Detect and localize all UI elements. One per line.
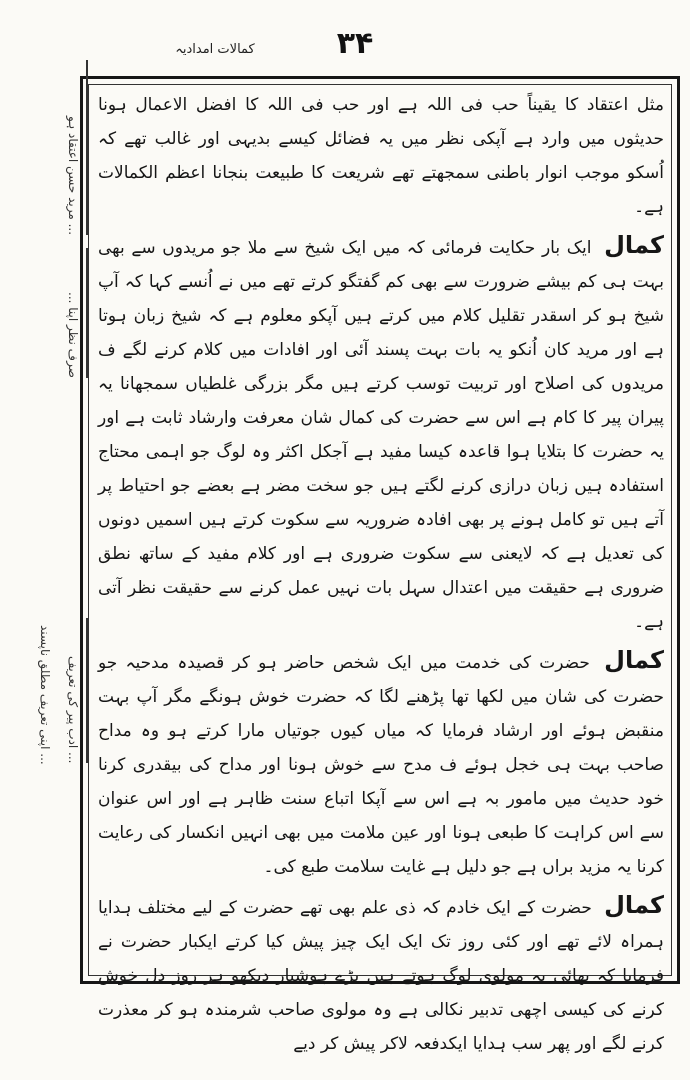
margin-note: ... اپنی تعریف مطلق ناپسند <box>38 625 52 765</box>
section-label: کمال <box>604 231 664 259</box>
margin-note: صرف نظر اپنا ... <box>66 292 80 378</box>
section-paragraph <box>98 888 664 1061</box>
section-text: حضرت کی خدمت میں ایک شخص حاضر ہو کر قصیدہ مدحیہ جو حضرت کی شان میں لکھا تھا پڑھنے لگا کہ حضرت خوش ہونگے مگر آپ بہت منقبض ہوئے اور ارشاد فرمایا کہ میاں کیوں جوتیاں مارا کرتے ہو وہ مداح صاحب بہت ہی خجل ہوئے ف مدح سے خوش ہونا اور مداح کی بیقدری کرنا خود حدیث میں مامور بہ ہے اس سے آپکا اتباع سنت ظاہر ہے اور اس عنوان سے اس کراہت کا طبعی ہونا اور عین ملامت میں بھی انہیں انکسار کی رعایت کرنا یہ مزید براں ہے جو دلیل ہے غایت سلامت طبع کی۔ <box>98 653 664 877</box>
section-label: کمال <box>604 646 665 674</box>
section-text: حضرت کے ایک خادم کہ ذی علم بھی تھے حضرت کے لیے مختلف ہدایا ہمراہ لائے تھے اور کئی روز تک ایک ایک چیز پیش کیا کرتے ایکبار حضرت نے فرمایا کہ بھائی یہ مولوی لوگ ہوتے ہیں بڑے ہوشیار دیکھو ہر روز دل خوش کرنے کی کیسی اچھی تدبیر نکالی ہے وہ مولوی صاحب شرمندہ ہو کر معذرت کرنے لگے اور پھر سب ہدایا ایکدفعہ لاکر پیش کر دیے <box>98 898 664 1054</box>
body-text <box>98 88 665 1054</box>
margin-note: ... مرید حسن اعتقاد ہو <box>66 115 80 235</box>
running-title: کمالات امدادیہ <box>175 42 255 57</box>
section-text: ایک بار حکایت فرمائی کہ میں ایک شیخ سے ملا جو مریدوں سے بھی بہت ہی کم بیشے ضرورت سے بھی کم گفتگو کرتے تھے میں نے اُنسے کہا کہ آپ شیخ ہو کر اسقدر تقلیل کلام میں کرتے ہیں آپکو معلوم ہے کہ شیخ زبان ہوتا ہے اور مرید کان اُنکو یہ بات بہت پسند آئی اور افادات میں کلام کرنے لگے ف مریدوں کی اصلاح اور تربیت توسب کرتے ہیں مگر بزرگی غلطیاں سمجھانا یہ پیران پیر کا کام ہے اس سے حضرت کی کمال شان معرفت وارشاد ثابت ہے اور یہ حضرت کا بتلایا ہوا قاعدہ کیسا مفید ہے آجکل اکثر وہ لوگ جو اہمی محتاج استفادہ ہیں زبان درازی کرنے لگتے ہیں جو سخت مضر ہے بعضے جو احتیاط پر آتے ہیں تو کامل ہونے پر بھی افادہ ضروریہ سے سکوت کرتے ہیں اسمیں دونوں کی تعدیل ہے کہ لایعنی سے سکوت ضروری ہے اور کلام مفید کے ساتھ نطق ضروری ہے حقیقت میں اعتدال سہل بات نہیں عمل کرنے سے حقیقت نظر آتی ہے۔ <box>98 238 664 632</box>
section-label: کمال <box>604 891 664 919</box>
margin-note: ... ادب پیر کی تعریف <box>66 655 80 763</box>
margin-rule <box>86 618 88 763</box>
page-number: ۳۴ <box>336 26 374 61</box>
margin-rule <box>86 248 88 378</box>
intro-paragraph: مثل اعتقاد کا یقیناً حب فی اللہ ہے اور حب فی اللہ کا افضل الاعمال ہونا حدیثوں میں وارد ہے آپکی نظر میں یہ فضائل کیسے بدیہی اور غالب تھے کہ اُسکو موجب انوار باطنی سمجھتے تھے شریعت کا طبیعت بنجانا اعظم الکمالات ہے۔ <box>98 95 664 217</box>
section-paragraph <box>98 643 664 884</box>
margin-rule <box>86 60 88 235</box>
section-paragraph <box>98 228 664 639</box>
